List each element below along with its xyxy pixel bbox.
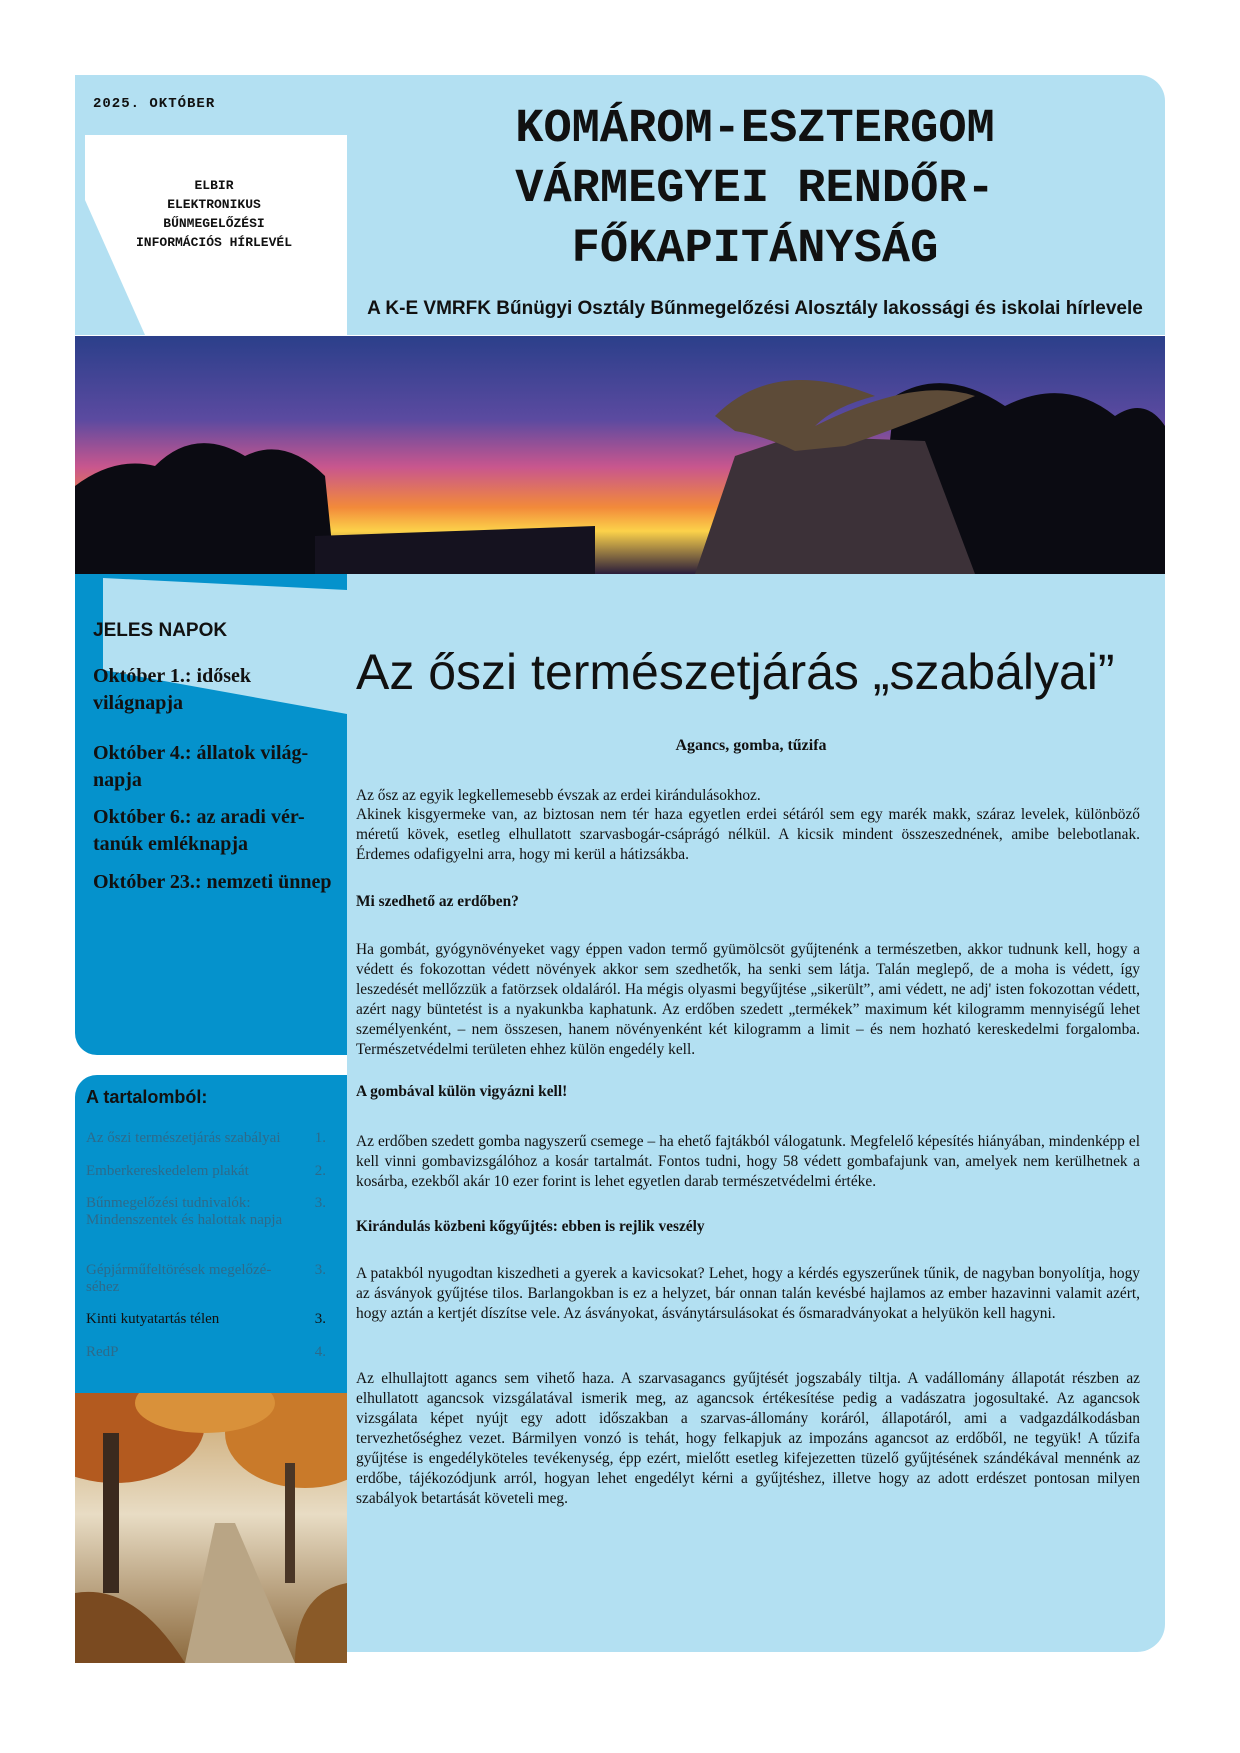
organization-title: KOMÁROM-ESZTERGOM VÁRMEGYEI RENDŐR- FŐKAPITÁNYSÁG <box>515 103 995 276</box>
article-paragraph: Az erdőben szedett gomba nagyszerű csemege – ha ehető fajtákból válogatunk. Megfelelő képesítés hiányában, mindenképp el kell vinni gombavizsgálóhoz a kosár tartalmát. Fontos tudni, hogy 58 védett gombafajunk van, amelyek nem kerülhetnek a kosárba, ezekből akár 10 ezer forint is lehet egyetlen darab természetvédelmi értéke. <box>356 1133 1140 1190</box>
toc-item-label: Kinti kutyatartás télen <box>86 1311 220 1327</box>
article-heading: A gombával külön vigyázni kell! <box>356 1083 568 1100</box>
article-subtitle: Agancs, gomba, tűzifa <box>675 737 827 754</box>
toc-title: A tartalomból: <box>86 1087 208 1107</box>
article-heading: Mi szedhető az erdőben? <box>356 893 519 910</box>
article-paragraph: Az elhullajtott agancs sem vihető haza. A szarvasagancs gyűjtését jogszabály tiltja. A vadállomány állapotát részben az elhullatott agancsok vizsgálatával ismerik meg, az agancsok értékesítése pedig a vadászatra jogosultaké. Az agancsok vizsgálata képet nyújt egy adott időszakban a szarvas-állomány koráról, állapotáról, ami a vadgazdálkodásban tervezhetőséghez vezet. Bármilyen vonzó is tehát, hogy felkapjuk az impozáns agancsot az erdőből, ne tegyük! A tűzifa gyűjtése is engedélyköteles tevékenység, épp ezért, mielőtt esetleg kifejezetten tüzelő gyűjtésének szándékával mennénk az erdőbe, tájékozódjunk arról, hogyan lehet engedélyt kérni a gyűjtéshez, illetve hogy az adott erdészet pontosan milyen szabályok betartását követeli meg. <box>356 1370 1140 1507</box>
newsletter-subtitle: A K-E VMRFK Bűnügyi Osztály Bűnmegelőzési Alosztály lakossági és iskolai hírlevele <box>367 298 1143 319</box>
toc-item-page: 2. <box>314 1163 326 1179</box>
toc-item[interactable] <box>86 1311 326 1328</box>
toc-item-label: Emberkereskedelem plakát <box>86 1163 249 1179</box>
toc-item[interactable] <box>86 1262 326 1296</box>
jeles-napok-item: Október 4.: állatok világ-napja <box>93 742 309 791</box>
article-paragraph: Ha gombát, gyógynövényeket vagy éppen vadon termő gyümölcsöt gyűjtenénk a természetben, akkor tudnunk kell, hogy a védett és fokozottan védett növények akkor sem szedhetők, ha senki sem látja. Talán meglepő, de a moha is védett, így leszedését mellőzzük a fatörzsek oldaláról. Ha mégis olyasmi begyűjtése „sikerült”, ami védett, ne adj' isten fokozottan védett, azért nagy büntetést is a nyakunkba kaphatunk. Az erdőben szedett „termékek” maximum két kilogramm mennyiségű lehet személyenként, – nem összesen, hanem növényenként két kilogramm a limit – és nem hozható kereskedelmi forgalomba. Természetvédelmi területen ehhez külön engedély kell. <box>356 941 1140 1058</box>
toc-item-label: Gépjárműfeltörések megelőzé-séhez <box>86 1262 272 1295</box>
toc-item-label: RedP <box>86 1344 119 1360</box>
toc-item[interactable] <box>86 1163 326 1180</box>
article-paragraph: A patakból nyugodtan kiszedheti a gyerek a kavicsokat? Lehet, hogy a kérdés egyszerűnek tűnik, de nagyban bonyolítja, hogy az ásványok gyűjtése tilos. Barlangokban is ez a helyzet, bár onnan talán kevésbé hajlamos az ember hazavinni valamit azért, hogy aztán a kertjét díszítse vele. Az ásványokat, ásványtársulásokat és ősmaradványokat a helyükön kell hagyni. <box>356 1265 1140 1322</box>
issue-date: 2025. OKTÓBER <box>93 96 216 112</box>
toc-item-label: Bűnmegelőzési tudnivalók: Mindenszentek és halottak napja <box>86 1195 283 1228</box>
toc-item[interactable] <box>86 1344 326 1361</box>
toc-item-page: 1. <box>314 1130 326 1146</box>
newsletter-type-label: ELBIR ELEKTRONIKUS BŰNMEGELŐZÉSI INFORMÁCIÓS HÍRLEVÉL <box>135 178 293 250</box>
turul-sunset-banner-image <box>75 336 1165 574</box>
jeles-napok-item: Október 1.: idősek világnapja <box>93 665 251 714</box>
autumn-forest-path-image <box>75 1393 347 1663</box>
toc-item-page: 4. <box>314 1344 326 1360</box>
article-title: Az őszi természetjárás „szabályai” <box>356 644 1115 700</box>
jeles-napok-item: Október 6.: az aradi vér-tanúk emléknapja <box>93 806 305 855</box>
toc-item-label: Az őszi természetjárás szabályai <box>86 1130 281 1146</box>
article-intro: Az ősz az egyik legkellemesebb évszak az erdei kirándulásokhoz. <box>356 787 761 804</box>
toc-item[interactable] <box>86 1130 326 1147</box>
toc-item-page: 3. <box>314 1195 326 1211</box>
jeles-napok-title: JELES NAPOK <box>93 620 228 641</box>
article-heading: Kirándulás közbeni kőgyűjtés: ebben is rejlik veszély <box>356 1218 705 1235</box>
toc-item-page: 3. <box>314 1262 326 1278</box>
toc-item-page: 3. <box>314 1311 326 1327</box>
article-paragraph: Akinek kisgyermeke van, az biztosan nem tér haza egyetlen erdei sétáról sem egy marék makk, száraz levelek, különböző méretű kövek, esetleg elhullatott szarvasbogár-csáprágó nélkül. A kicsik mindent összeszednének, amibe belebotlanak. Érdemes odafigyelni arra, hogy mi kerül a hátizsákba. <box>356 806 1140 863</box>
toc-item[interactable] <box>86 1195 326 1229</box>
jeles-napok-item: Október 23.: nemzeti ünnep <box>93 871 332 893</box>
